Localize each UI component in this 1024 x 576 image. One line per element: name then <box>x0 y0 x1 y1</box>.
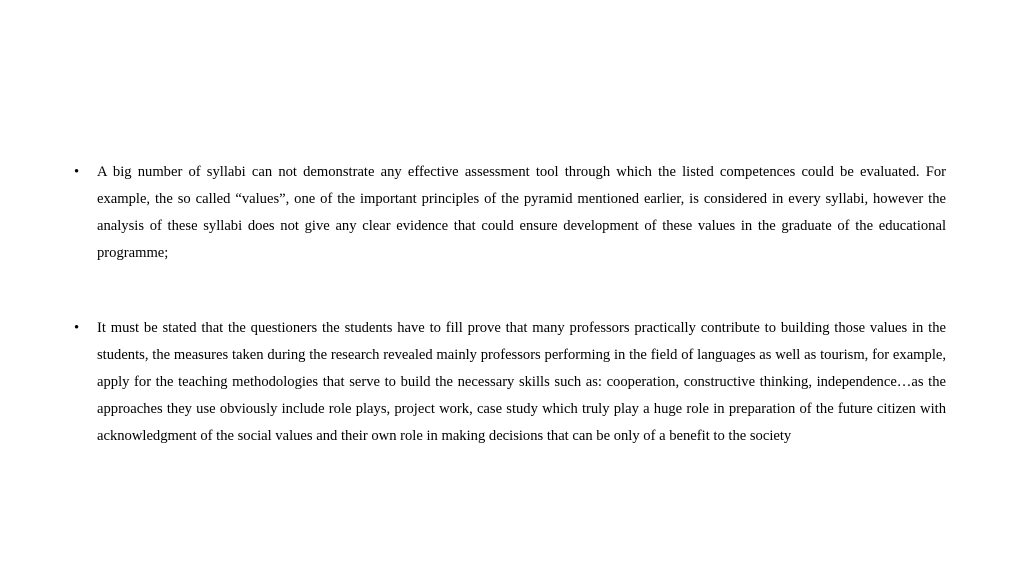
bullet-marker: • <box>74 320 80 336</box>
bullet-text: A big number of syllabi can not demonstrate any effective assessment tool through which the listed competences could be evaluated. For example, the so called “values”, one of the important principles of the pyramid mentioned earlier, is considered in every syllabi, however the analysis of these syllabi does not give any clear evidence that could ensure development of these values in the graduate of the educational programme; <box>97 164 946 261</box>
bullet-list <box>74 159 946 450</box>
bullet-item-assessment <box>74 159 946 267</box>
bullet-item-values <box>74 315 946 450</box>
bullet-text: It must be stated that the questioners the students have to fill prove that many professors practically contribute to building those values in the students, the measures taken during the research revealed mainly professors performing in the field of languages as well as tourism, for example, apply for the teaching methodologies that serve to build the necessary skills such as: cooperation, constructive thinking, independence…as the approaches they use obviously include role plays, project work, case study which truly play a huge role in preparation of the future citizen with acknowledgment of the social values and their own role in making decisions that can be only of a benefit to the society <box>97 320 946 444</box>
bullet-marker: • <box>74 164 80 180</box>
